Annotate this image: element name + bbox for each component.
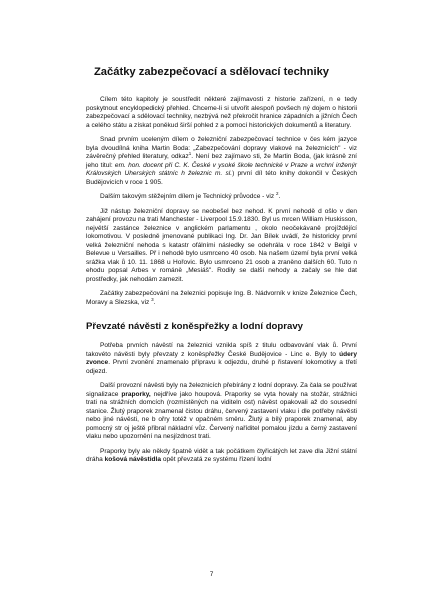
paragraph-accidents: Již nástup železniční dopravy se neobešel bez nehod. K první nehodě d ošlo v den zahájení provozu na trati Manchester - Liverpool 15.9.1830. Byl us mrcen William Huskisson, největší zastánce železnice v anglickém parlamentu , okolo neočekávaně projíždějící lokomotivou. V posledně jmenované publikaci Ing. Dr. Jan Bílek uvádí, že historicky první velká železniční nehoda s katastr ofálními následky se odehrála v roce 1842 v Belgii v Belevue u Versailles. Př i nehodě bylo usmrceno 40 osob. Na našem území byla první velká srážka vlak ů 10. 11. 1868 u Hořovic. Bylo usmrceno 21 osob a zraněno dalších 60. Tuto n ehodu popsal Arbes v románě „Mesiáš". Rodily se další nehody a začaly se hle dat prostředky, jak nehodám zamezit. <box>86 207 357 283</box>
bold-term: košová návěstidla <box>104 456 161 463</box>
paragraph-boda <box>86 136 357 187</box>
paragraph-zvonce <box>86 342 357 376</box>
paragraph-text: . <box>278 193 281 200</box>
paragraph-text: Potřeba prvních návěstí na železnici vznikla spíš z titulu odbavování vlak ů. První takovéto návěsti byly převzaty z koněspřežky České Budějovice - Linc e. Byly to <box>86 342 357 358</box>
paragraph-pruvodce <box>86 190 357 202</box>
paragraph-text: . První zvonění znamenalo přípravu k odjezdu, druhé p řistavení lokomotivy a třetí odjezd. <box>86 359 357 375</box>
page-title: Začátky zabezpečovací a sdělovací techniky <box>93 66 330 78</box>
bold-term: praporky, <box>121 390 151 398</box>
bold-term: údery zvonce <box>86 350 357 366</box>
paragraph-text: Praporky byly ale někdy špatně vidět a tak počátkem čtyřicátých let zave dla Jižní státní dráha <box>86 447 357 463</box>
document-body <box>86 96 357 471</box>
paragraph-text: Začátky zabezpečování na železnici popisuje Ing. B. Nádvorník v knize Železnice Čech, Moravy a Slezska, viz <box>86 290 357 306</box>
footnote-ref: 3 <box>151 296 154 302</box>
italic-title: em. hon. docent při C. K. České v ysoké škole technické v Praze a vrchní inženýr Královských Uherských státníc h železnic m. sl. <box>86 161 357 177</box>
paragraph-text: . <box>153 298 156 306</box>
paragraph-text: opět převzatá ze systému řízení lodní <box>162 456 272 463</box>
paragraph-text: Dalším takovým stěžejním dílem je Technický průvodce - viz <box>100 193 275 200</box>
paragraph-text: . Není bez zajímavo sti, že Martin Boda, (jak krásně zní jeho titul: <box>86 153 357 169</box>
section-heading: Převzaté návěsti z koněspřežky a lodní dopravy <box>86 321 304 332</box>
paragraph-praporky <box>86 382 357 442</box>
paragraph-text: nejdříve jako houpová. Praporky se vyta hovaly na stožár, strážnici trati na strážních domcích (rozmístěných na viditeln ost) návěst opakovali až do sousední stanice. Žlutý praporek znamenal čistou dráhu, červený zastavení vlaku i dle potřeby návěsti nebo jiné návěsti, ne b ořry totéž v opačném směru. Žlutý a bílý praporek znamenal, aby pomocný str oj ještě přibral nákladní vůz. Červený naříditel pomalou jízdu a černý zastavení vlaku nebo upozornění na nesjízdnost trati. <box>86 390 358 440</box>
paragraph-text: ) první díl této knihy dokončil v Českých Budějovicích v roce 1 905. <box>86 170 357 186</box>
paragraph-nadvornik <box>86 290 357 307</box>
footnote-ref: 2 <box>276 190 279 196</box>
paragraph-intro: Cílem této kapitoly je soustředit některé zajímavosti z historie zařízení, n e tedy poskytnout encyklopedický přehled. Chceme-li si utvořit alespoň povšech ný dojem o historii zabezpečovací a sdělovací techniky, nezbývá než překročit hranice západních a jižních Čech a celého státu a získat poněkud širší pohled z a pomocí historických dokumentů a literatury. <box>86 96 357 129</box>
page-number: 7 <box>209 571 214 578</box>
footnote-ref: 1 <box>188 150 192 156</box>
paragraph-text: Další provozní návěsti byly na železnicích přebírány z lodní dopravy. Za čala se používat signalizace <box>86 382 357 398</box>
paragraph-text: Snad prvním uceleným dílem o železniční zabezpečovací technice v čes kém jazyce byla dvoudílná kniha Martin Boda: „Zabezpečování dopravy vlakové na železnicích" - viz závěrečný přehled literatury, odkaz <box>86 136 357 160</box>
paragraph-kosova <box>86 448 357 465</box>
